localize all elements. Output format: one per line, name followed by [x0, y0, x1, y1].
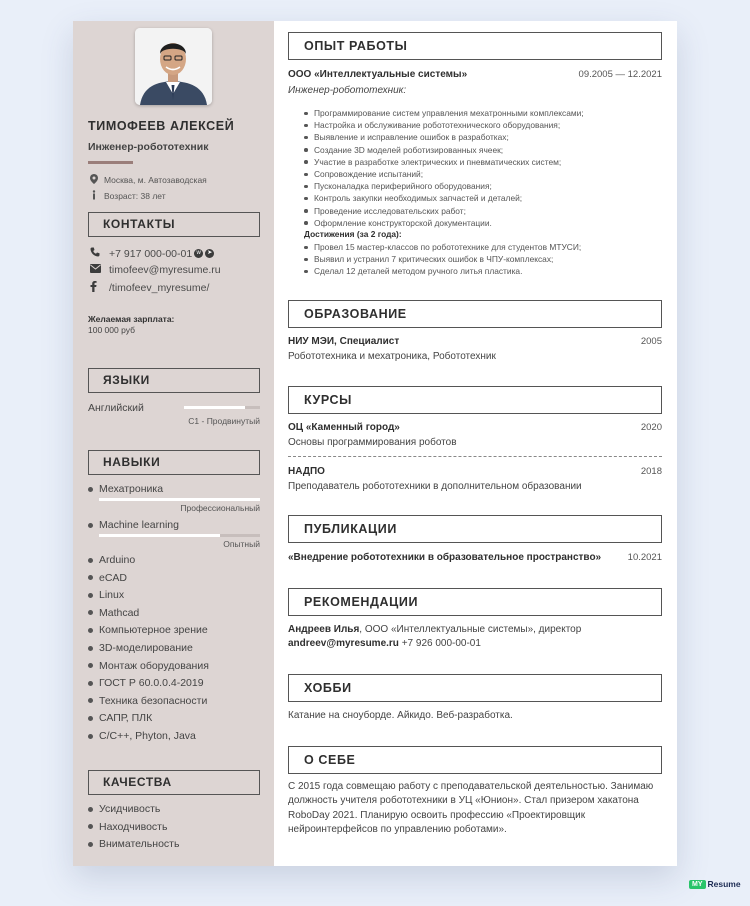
skill-level-fill: [99, 534, 220, 537]
bullet-dot: [88, 487, 93, 492]
location-row: [90, 174, 207, 186]
accent-bar: [88, 161, 133, 164]
skill-level: Профессиональный: [180, 503, 260, 513]
candidate-position: Инженер-робототехник: [88, 141, 209, 153]
publications-section-title: ПУБЛИКАЦИИ: [288, 515, 662, 543]
quality-item: [88, 803, 160, 815]
course-name: НАДПО: [288, 466, 325, 477]
bullet-dot: [88, 681, 93, 686]
experience-dates: 09.2005 — 12.2021: [578, 69, 662, 80]
skill-name: Компьютерное зрение: [99, 624, 208, 637]
bullet-dot: [88, 610, 93, 615]
about-text: С 2015 года совмещаю работу с преподавательской деятельностью. Занимаю должность учителя робототехники в УЦ «Юнион». Стал призером хакатона RoboDay 2021. Планирую освоить профессию «Проектировщик нейроинтерфейсов по управлению роботами».: [288, 781, 654, 835]
duty-item: Программирование систем управления мехатронными комплексами;: [304, 107, 584, 119]
bullet-dot: [88, 807, 93, 812]
skill-item: [88, 642, 193, 654]
skill-item: [88, 695, 207, 707]
profile-photo: [135, 28, 212, 105]
location-pin-icon: [90, 174, 104, 186]
phone-text: +7 917 000-00-01: [109, 247, 193, 260]
whatsapp-icon[interactable]: w: [194, 249, 203, 258]
bullet-dot: [88, 663, 93, 668]
course-year: 2018: [640, 466, 662, 477]
salary-label: Желаемая зарплата:: [88, 314, 175, 324]
experience-company: ООО «Интеллектуальные системы»: [288, 69, 468, 80]
skill-name: Техника безопасности: [99, 694, 208, 707]
social-text: /timofeev_myresume/: [109, 282, 210, 294]
reference-contacts: [288, 638, 481, 649]
references-section-title: РЕКОМЕНДАЦИИ: [288, 588, 662, 616]
qualities-section-title: КАЧЕСТВА: [88, 770, 260, 795]
bullet-dot: [88, 558, 93, 563]
skill-level-bar: [99, 534, 260, 537]
language-level-fill: [184, 406, 245, 409]
quality-name: Усидчивость: [99, 803, 161, 815]
bullet-dot: [88, 593, 93, 598]
email-text: timofeev@myresume.ru: [109, 264, 221, 276]
age-row: [90, 190, 166, 202]
email-icon: [90, 264, 109, 276]
skill-name: Arduino: [99, 554, 136, 566]
main-content: [274, 21, 677, 866]
experience-role: Инженер-робототехник:: [288, 85, 407, 96]
location-text: Москва, м. Автозаводская: [104, 175, 207, 185]
duty-item: Создание 3D моделей роботизированных ячеек;: [304, 144, 584, 156]
experience-section-title: ОПЫТ РАБОТЫ: [288, 32, 662, 60]
reference-phone: +7 926 000-00-01: [398, 638, 481, 649]
course-name: ОЦ «Каменный город»: [288, 422, 400, 433]
phone-icon: [90, 247, 109, 260]
language-level: C1 - Продвинутый: [188, 416, 260, 426]
candidate-name: ТИМОФЕЕВ АЛЕКСЕЙ: [88, 119, 235, 133]
skill-item: [88, 677, 204, 689]
publication-name: «Внедрение робототехники в образовательное пространство»: [288, 552, 602, 563]
skills-section-title: НАВЫКИ: [88, 450, 260, 475]
bullet-dot: [88, 646, 93, 651]
duty-item: Пусконаладка периферийного оборудования;: [304, 180, 584, 192]
skill-name: САПР, ПЛК: [99, 712, 153, 725]
education-institution: НИУ МЭИ, Специалист: [288, 336, 400, 347]
skill-item: [88, 712, 152, 724]
skill-name: eCAD: [99, 571, 128, 584]
facebook-icon: [90, 281, 109, 295]
skill-item: [88, 483, 163, 495]
bullet-dot: [88, 716, 93, 721]
logo-resume: Resume: [707, 879, 741, 889]
reference-person: Андреев Илья: [288, 624, 360, 635]
skill-item: [88, 589, 124, 601]
skill-name: Machine learning: [99, 519, 179, 531]
course-description: Основы программирования роботов: [288, 437, 457, 448]
bullet-dot: [88, 628, 93, 633]
sidebar: [73, 21, 274, 866]
skill-name: 3D-моделирование: [99, 642, 193, 654]
courses-section-title: КУРСЫ: [288, 386, 662, 414]
achievements-list: [304, 241, 581, 278]
salary-value: 100 000 руб: [88, 325, 135, 335]
publication-date: 10.2021: [627, 552, 662, 563]
logo-my: MY: [689, 880, 706, 889]
age-text: Возраст: 38 лет: [104, 191, 166, 201]
quality-name: Находчивость: [99, 820, 168, 833]
skill-item: [88, 660, 209, 672]
achievement-item: Выявил и устранил 7 критических ошибок в ЧПУ-комплексах;: [304, 253, 581, 265]
email-row[interactable]: [90, 264, 221, 276]
achievement-item: Провел 15 мастер-классов по робототехнике для студентов МТУСИ;: [304, 241, 581, 253]
skill-name: Монтаж оборудования: [99, 659, 209, 672]
language-level-bar: [184, 406, 260, 409]
course-year: 2020: [640, 422, 662, 433]
duties-list: [304, 107, 584, 229]
myresume-logo: [689, 879, 741, 889]
bullet-dot: [88, 523, 93, 528]
education-specialty: Робототехника и мехатроника, Робототехник: [288, 351, 496, 362]
quality-name: Внимательность: [99, 838, 180, 851]
skill-level: Опытный: [223, 539, 260, 549]
skill-name: Mathcad: [99, 606, 140, 619]
duty-item: Участие в разработке электрических и пневматических систем;: [304, 156, 584, 168]
skill-level-fill: [99, 498, 260, 501]
skill-item: [88, 519, 179, 531]
language-name: Английский: [88, 402, 144, 414]
achievements-title: Достижения (за 2 года):: [304, 229, 402, 239]
duty-item: Настройка и обслуживание робототехнического оборудования;: [304, 119, 584, 131]
telegram-icon[interactable]: ➤: [207, 250, 213, 256]
course-description: Преподаватель робототехники в дополнительном образовании: [288, 481, 582, 492]
bullet-dot: [88, 842, 93, 847]
achievement-item: Сделал 12 деталей методом ручного литья пластика.: [304, 265, 581, 277]
skill-item: [88, 730, 196, 742]
info-icon: [90, 190, 104, 202]
phone-row[interactable]: [90, 247, 214, 260]
skill-level-bar: [99, 498, 260, 501]
about-section-title: О СЕБЕ: [288, 746, 662, 774]
course-divider: [288, 456, 662, 457]
skill-item: [88, 624, 208, 636]
hobby-text: Катание на сноуборде. Айкидо. Веб-разработка.: [288, 710, 513, 721]
duty-item: Оформление конструкторской документации.: [304, 217, 584, 229]
social-row[interactable]: [90, 281, 209, 295]
duty-item: Выявление и исправление ошибок в разработках;: [304, 131, 584, 143]
bullet-dot: [88, 698, 93, 703]
duty-item: Проведение исследовательских работ;: [304, 205, 584, 217]
skill-item: [88, 554, 135, 566]
contacts-section-title: КОНТАКТЫ: [88, 212, 260, 237]
reference-email[interactable]: andreev@myresume.ru: [288, 638, 399, 649]
education-year: 2005: [640, 336, 662, 347]
bullet-dot: [88, 824, 93, 829]
bullet-dot: [88, 734, 93, 739]
person-photo-icon: [135, 28, 212, 105]
duty-item: Контроль закупки необходимых запчастей и деталей;: [304, 192, 584, 204]
quality-item: [88, 821, 167, 833]
duty-item: Сопровождение испытаний;: [304, 168, 584, 180]
reference-org: , ООО «Интеллектуальные системы», директор: [359, 624, 582, 635]
skill-name: Linux: [99, 589, 125, 602]
skill-name: C/C++, Phyton, Java: [99, 730, 196, 742]
skill-item: [88, 607, 139, 619]
languages-section-title: ЯЗЫКИ: [88, 368, 260, 393]
skill-name: Мехатроника: [99, 483, 164, 495]
quality-item: [88, 838, 179, 850]
skill-item: [88, 572, 127, 584]
hobby-section-title: ХОББИ: [288, 674, 662, 702]
reference-line: [288, 624, 581, 635]
bullet-dot: [88, 575, 93, 580]
skill-name: ГОСТ Р 60.0.0.4-2019: [99, 677, 204, 690]
resume-page: [73, 21, 677, 866]
education-section-title: ОБРАЗОВАНИЕ: [288, 300, 662, 328]
